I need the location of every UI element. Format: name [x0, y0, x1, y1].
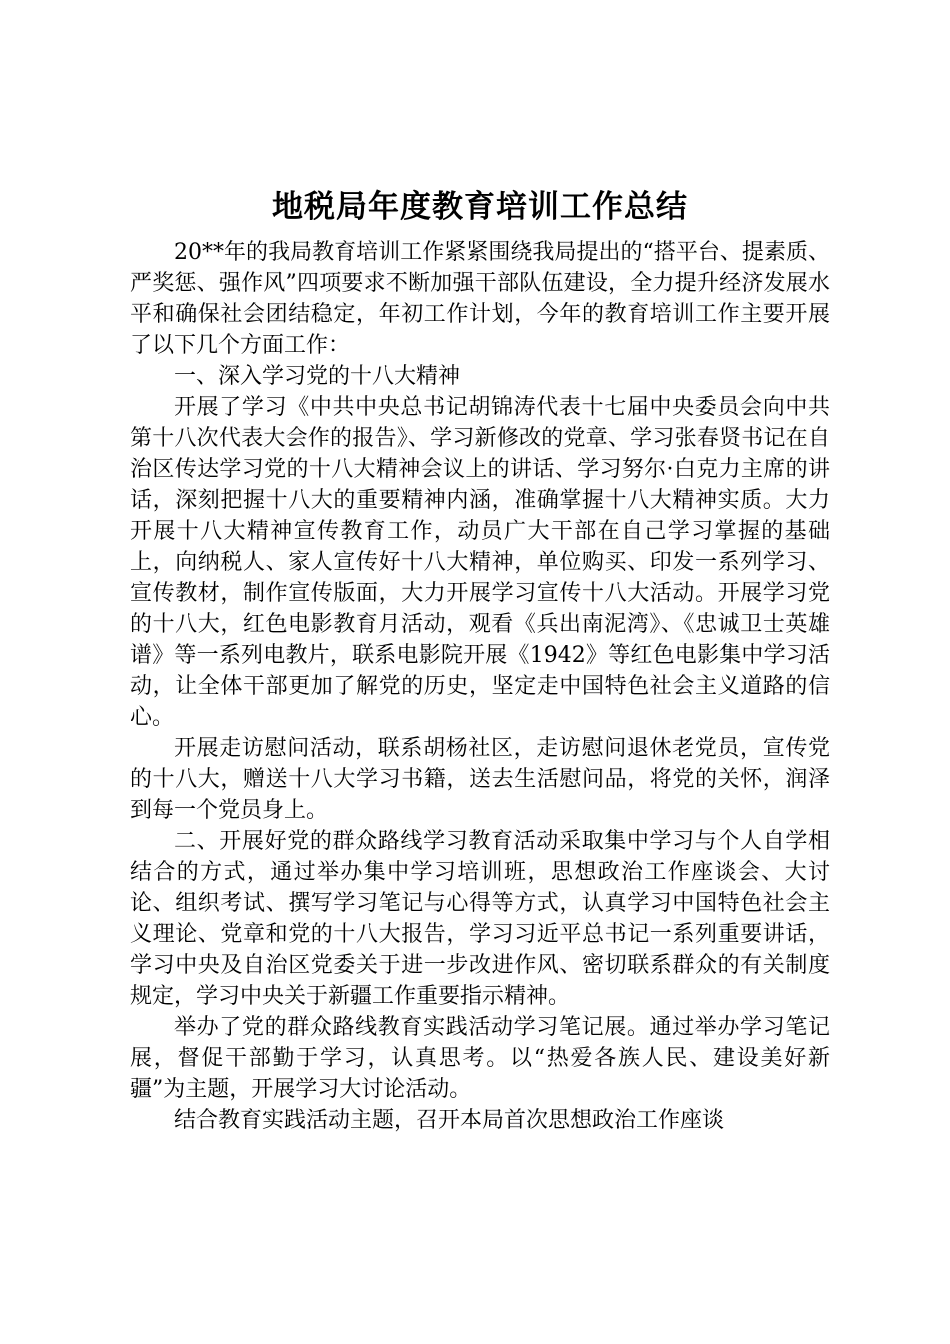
body-paragraph: 开展了学习《中共中央总书记胡锦涛代表十七届中央委员会向中共第十八次代表大会作的报告》、学习新修改的党章、学习张春贤书记在自治区传达学习党的十八大精神会议上的讲话、学习努尔·白克力主席的讲话，深刻把握十八大的重要精神内涵，准确掌握十八大精神实质。大力开展十八大精神宣传教育工作，动员广大干部在自己学习掌握的基础上，向纳税人、家人宣传好十八大精神，单位购买、印发一系列学习、宣传教材，制作宣传版面，大力开展学习宣传十八大活动。开展学习党的十八大，红色电影教育月活动，观看《兵出南泥湾》、《忠诚卫士英雄谱》等一系列电教片，联系电影院开展《1942》等红色电影集中学习活动，让全体干部更加了解党的历史，坚定走中国特色社会主义道路的信心。: [130, 395, 830, 730]
section-heading-1: 一、深入学习党的十八大精神: [174, 364, 461, 389]
section-heading-2-paragraph: 二、开展好党的群众路线学习教育活动采取集中学习与个人自学相结合的方式，通过举办集中学习培训班，思想政治工作座谈会、大讨论、组织考试、撰写学习笔记与心得等方式，认真学习中国特色社会主义理论、党章和党的十八大报告，学习习近平总书记一系列重要讲话，学习中央及自治区党委关于进一步改进作风、密切联系群众的有关制度规定，学习中央关于新疆工作重要指示精神。: [130, 829, 830, 1009]
document-body: [130, 185, 830, 1136]
body-paragraph: 开展走访慰问活动，联系胡杨社区，走访慰问退休老党员，宣传党的十八大，赠送十八大学习书籍，送去生活慰问品，将党的关怀，润泽到每一个党员身上。: [130, 736, 830, 823]
body-paragraph: 结合教育实践活动主题，召开本局首次思想政治工作座谈: [174, 1108, 725, 1133]
intro-paragraph: 20**年的我局教育培训工作紧紧围绕我局提出的“搭平台、提素质、严奖惩、强作风”四项要求不断加强干部队伍建设，全力提升经济发展水平和确保社会团结稳定，年初工作计划，今年的教育培训工作主要开展了以下几个方面工作：: [130, 240, 830, 358]
body-paragraph: 举办了党的群众路线教育实践活动学习笔记展。通过举办学习笔记展，督促干部勤于学习，认真思考。以“热爱各族人民、建设美好新疆”为主题，开展学习大讨论活动。: [130, 1015, 830, 1102]
document-title: 地税局年度教育培训工作总结: [272, 189, 688, 225]
